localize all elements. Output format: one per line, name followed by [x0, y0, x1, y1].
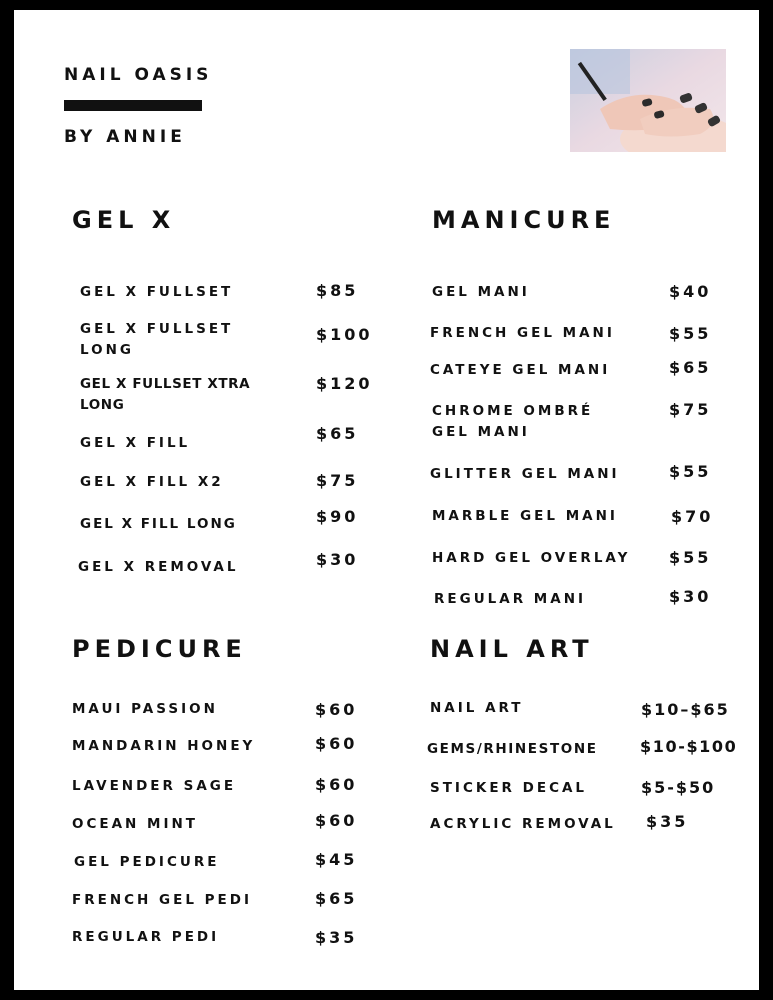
gelx-item-name: GEL X FULLSET LONG — [80, 321, 234, 358]
manicure-item-name: FRENCH GEL MANI — [430, 325, 615, 341]
manicure-item-price: $40 — [669, 282, 712, 301]
manicure-item-price: $55 — [669, 462, 712, 481]
pedicure-item-name: GEL PEDICURE — [74, 854, 220, 870]
section-title-pedicure: PEDICURE — [72, 635, 247, 663]
pedicure-item-price: $35 — [315, 928, 358, 947]
pedicure-item-name: FRENCH GEL PEDI — [72, 892, 252, 908]
nailart-item-price: $5-$50 — [641, 778, 716, 797]
manicure-item-name: REGULAR MANI — [434, 591, 587, 607]
nailart-item-name: STICKER DECAL — [430, 780, 588, 796]
gelx-item-price: $75 — [316, 471, 359, 490]
pedicure-item-price: $60 — [315, 811, 358, 830]
brand-divider-bar — [64, 100, 202, 111]
manicure-photo — [570, 49, 726, 152]
manicure-item-price: $70 — [671, 507, 714, 526]
nailart-item-name: ACRYLIC REMOVAL — [430, 816, 616, 832]
brand-tagline: BY ANNIE — [64, 127, 186, 147]
pedicure-item-name: OCEAN MINT — [72, 816, 199, 832]
manicure-item-price: $55 — [669, 548, 712, 567]
manicure-item-price: $75 — [669, 400, 712, 419]
gelx-item-name: GEL X REMOVAL — [78, 559, 239, 575]
gelx-item-price: $85 — [316, 281, 359, 300]
manicure-item-name: MARBLE GEL MANI — [432, 508, 618, 524]
pedicure-item-name: REGULAR PEDI — [72, 929, 220, 945]
gelx-item-price: $90 — [316, 507, 359, 526]
pedicure-item-price: $60 — [315, 775, 358, 794]
nailart-item-price: $10–$65 — [641, 700, 730, 719]
pedicure-item-price: $60 — [315, 700, 358, 719]
gelx-item-price: $120 — [316, 374, 373, 393]
manicure-item-name: GLITTER GEL MANI — [430, 466, 620, 482]
manicure-item-name: GEL MANI — [432, 284, 530, 300]
section-title-gelx: GEL X — [72, 206, 176, 234]
manicure-item-price: $55 — [669, 324, 712, 343]
gelx-item-name: GEL X FILL — [80, 435, 191, 451]
gelx-item-name: GEL X FILL X2 — [80, 474, 224, 490]
pedicure-item-price: $65 — [315, 889, 358, 908]
pedicure-item-name: MANDARIN HONEY — [72, 738, 256, 754]
manicure-item-name: HARD GEL OVERLAY — [432, 550, 631, 566]
manicure-item-name: CHROME OMBRÉ GEL MANI — [432, 403, 594, 440]
gelx-item-price: $30 — [316, 550, 359, 569]
manicure-photo-illustration — [570, 49, 726, 152]
menu-page — [14, 10, 759, 990]
nailart-item-price: $35 — [646, 812, 689, 831]
gelx-item-name: GEL X FULLSET XTRA LONG — [80, 376, 251, 413]
nailart-item-price: $10-$100 — [640, 737, 738, 756]
manicure-item-price: $30 — [669, 587, 712, 606]
pedicure-item-price: $45 — [315, 850, 358, 869]
gelx-item-price: $100 — [316, 325, 373, 344]
pedicure-item-name: MAUI PASSION — [72, 701, 218, 717]
gelx-item-price: $65 — [316, 424, 359, 443]
pedicure-item-name: LAVENDER SAGE — [72, 778, 237, 794]
nailart-item-name: GEMS/RHINESTONE — [427, 741, 598, 757]
gelx-item-name: GEL X FILL LONG — [80, 516, 237, 532]
nailart-item-name: NAIL ART — [430, 700, 524, 716]
section-title-nailart: NAIL ART — [430, 635, 594, 663]
brand-name: NAIL OASIS — [64, 65, 213, 85]
manicure-item-price: $65 — [669, 358, 712, 377]
gelx-item-name: GEL X FULLSET — [80, 284, 234, 300]
manicure-item-name: CATEYE GEL MANI — [430, 362, 611, 378]
section-title-manicure: MANICURE — [432, 206, 616, 234]
pedicure-item-price: $60 — [315, 734, 358, 753]
